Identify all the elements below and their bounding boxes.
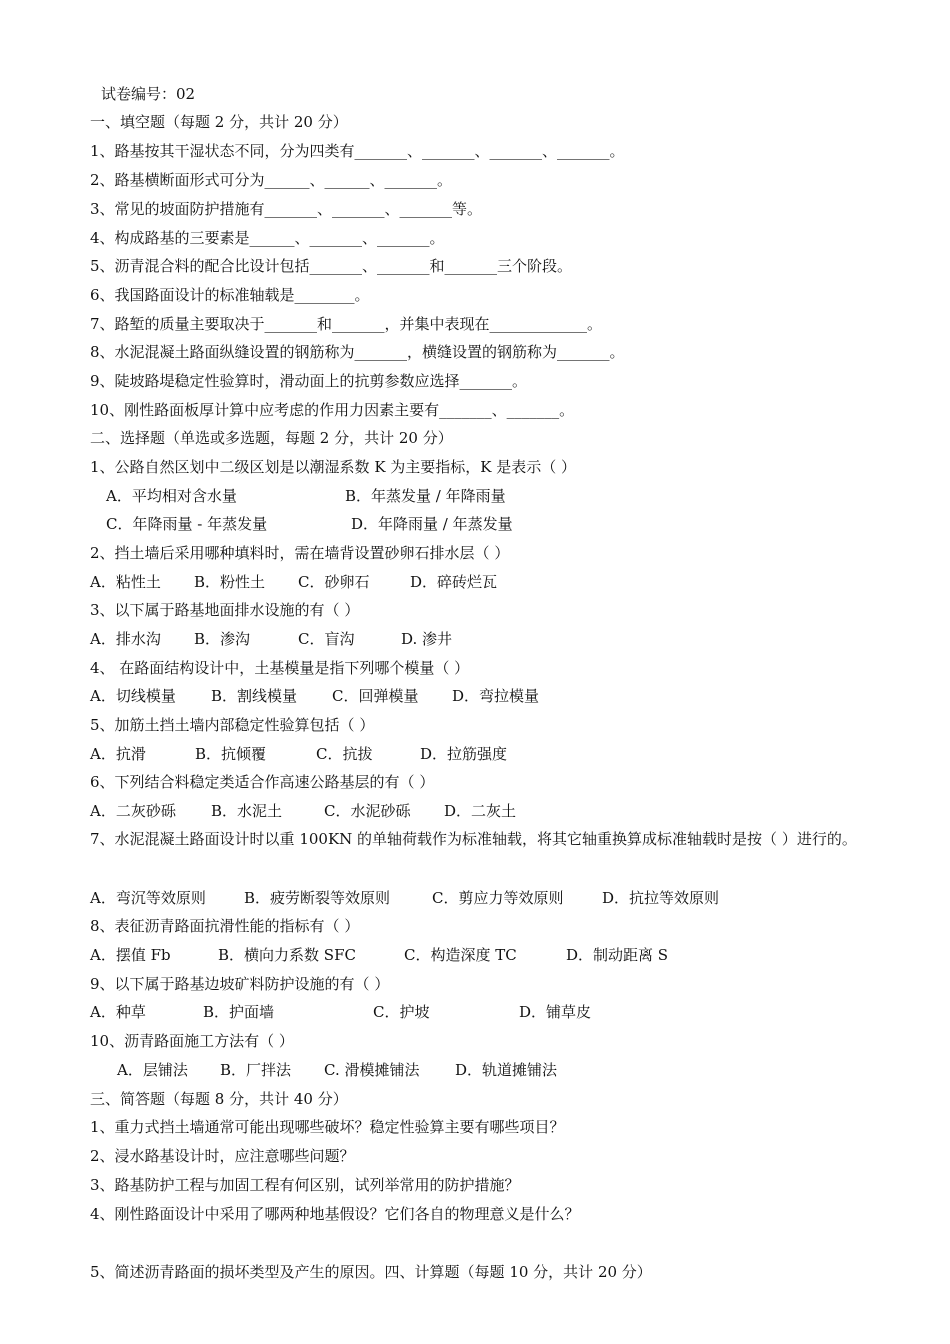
option: D. 渗井: [401, 630, 453, 648]
choice-options-4: [90, 686, 920, 706]
fill-question-9: 9、陡坡路堤稳定性验算时，滑动面上的抗剪参数应选择_______。: [90, 372, 528, 390]
option: A．种草: [90, 1003, 146, 1021]
option: A．摆值 Fb: [90, 946, 171, 964]
option: D．碎砖烂瓦: [410, 573, 498, 591]
option: D．二灰土: [444, 802, 517, 820]
option: B．年蒸发量 / 年降雨量: [345, 487, 506, 505]
option: D．轨道摊铺法: [455, 1061, 558, 1079]
fill-question-2: 2、路基横断面形式可分为______、______、_______。: [90, 171, 453, 189]
short-question-2: 2、浸水路基设计时，应注意哪些问题？: [90, 1147, 355, 1165]
option: B．粉性土: [194, 573, 266, 591]
option: D．拉筋强度: [420, 745, 508, 763]
choice-question-6: 6、下列结合料稳定类适合作高速公路基层的有（ ）: [90, 773, 435, 791]
option: C．抗拔: [316, 745, 373, 763]
choice-options-8: [90, 945, 920, 965]
option: A．抗滑: [90, 745, 146, 763]
choice-options-6: [90, 801, 920, 821]
option: D．铺草皮: [519, 1003, 592, 1021]
option: C. 滑模摊铺法: [324, 1061, 420, 1079]
fill-question-1: 1、路基按其干湿状态不同，分为四类有_______、_______、_______、_______。: [90, 142, 625, 160]
option: B．割线模量: [211, 687, 298, 705]
fill-question-6: 6、我国路面设计的标准轴载是________。: [90, 286, 370, 304]
option: C．年降雨量 - 年蒸发量: [106, 515, 268, 533]
choice-question-10: 10、沥青路面施工方法有（ ）: [90, 1032, 294, 1050]
option: D．弯拉模量: [452, 687, 540, 705]
option: C．砂卵石: [298, 573, 370, 591]
option: D．年降雨量 / 年蒸发量: [351, 515, 513, 533]
option: A．平均相对含水量: [106, 487, 237, 505]
section1-heading: 一、填空题（每题 2 分，共计 20 分）: [90, 113, 348, 131]
choice-options-9: [90, 1002, 920, 1022]
choice-question-4: 4、 在路面结构设计中，土基模量是指下列哪个模量（ ）: [90, 659, 470, 677]
option: B．护面墙: [203, 1003, 275, 1021]
choice-options-3: [90, 629, 920, 649]
option: A．弯沉等效原则: [90, 889, 206, 907]
short-question-1: 1、重力式挡土墙通常可能出现哪些破坏？稳定性验算主要有哪些项目？: [90, 1118, 565, 1136]
section2-heading: 二、选择题（单选或多选题，每题 2 分，共计 20 分）: [90, 429, 453, 447]
paper-number: 试卷编号：02: [101, 85, 196, 103]
choice-question-2: 2、挡土墙后采用哪种填料时，需在墙背设置砂卵石排水层（ ）: [90, 544, 510, 562]
option: C．水泥砂砾: [324, 802, 411, 820]
option: A．切线模量: [90, 687, 176, 705]
choice-options-10: [117, 1060, 920, 1080]
option: B．横向力系数 SFC: [218, 946, 356, 964]
option: A．层铺法: [117, 1061, 188, 1079]
choice-options-2: [90, 572, 920, 592]
fill-question-4: 4、构成路基的三要素是______、_______、_______。: [90, 229, 445, 247]
option: D．抗拉等效原则: [602, 889, 720, 907]
short-question-4: 4、刚性路面设计中采用了哪两种地基假设？它们各自的物理意义是什么？: [90, 1205, 580, 1223]
choice-question-8: 8、表征沥青路面抗滑性能的指标有（ ）: [90, 917, 360, 935]
option: C．构造深度 TC: [404, 946, 517, 964]
section3-heading: 三、简答题（每题 8 分，共计 40 分）: [90, 1090, 348, 1108]
fill-question-5: 5、沥青混合料的配合比设计包括_______、_______和_______三个阶段。: [90, 257, 573, 275]
fill-question-10: 10、刚性路面板厚计算中应考虑的作用力因素主要有_______、_______。: [90, 401, 575, 419]
option: C．盲沟: [298, 630, 355, 648]
choice-options-1b: [106, 514, 920, 534]
option: A．排水沟: [90, 630, 161, 648]
option: A．二灰砂砾: [90, 802, 176, 820]
choice-options-5: [90, 744, 920, 764]
option: B．疲劳断裂等效原则: [244, 889, 391, 907]
choice-question-1: 1、公路自然区划中二级区划是以潮湿系数 K 为主要指标，K 是表示（ ）: [90, 458, 577, 476]
choice-question-9: 9、以下属于路基边坡矿料防护设施的有（ ）: [90, 975, 390, 993]
choice-question-5: 5、加筋土挡土墙内部稳定性验算包括（ ）: [90, 716, 375, 734]
short-question-5: 5、简述沥青路面的损坏类型及产生的原因。四、计算题（每题 10 分，共计 20 分）: [90, 1263, 652, 1281]
choice-question-7: 7、水泥混凝土路面设计时以重 100KN 的单轴荷载作为标准轴载，将其它轴重换算成标准轴载时是按（ ）进行的。: [90, 830, 857, 848]
fill-question-7: 7、路堑的质量主要取决于_______和_______，并集中表现在_____________。: [90, 315, 603, 333]
option: B．抗倾覆: [195, 745, 267, 763]
option: C．护坡: [373, 1003, 430, 1021]
choice-options-7: [90, 888, 920, 908]
option: B．渗沟: [194, 630, 251, 648]
fill-question-8: 8、水泥混凝土路面纵缝设置的钢筋称为_______，横缝设置的钢筋称为_______。: [90, 343, 625, 361]
short-question-3: 3、路基防护工程与加固工程有何区别，试列举常用的防护措施？: [90, 1176, 520, 1194]
option: A．粘性土: [90, 573, 161, 591]
choice-question-3: 3、以下属于路基地面排水设施的有（ ）: [90, 601, 360, 619]
option: C．回弹模量: [332, 687, 419, 705]
choice-options-1a: [106, 486, 920, 506]
fill-question-3: 3、常见的坡面防护措施有_______、_______、_______等。: [90, 200, 483, 218]
option: B．厂拌法: [220, 1061, 292, 1079]
option: D．制动距离 S: [566, 946, 669, 964]
option: B．水泥土: [211, 802, 283, 820]
option: C．剪应力等效原则: [432, 889, 564, 907]
